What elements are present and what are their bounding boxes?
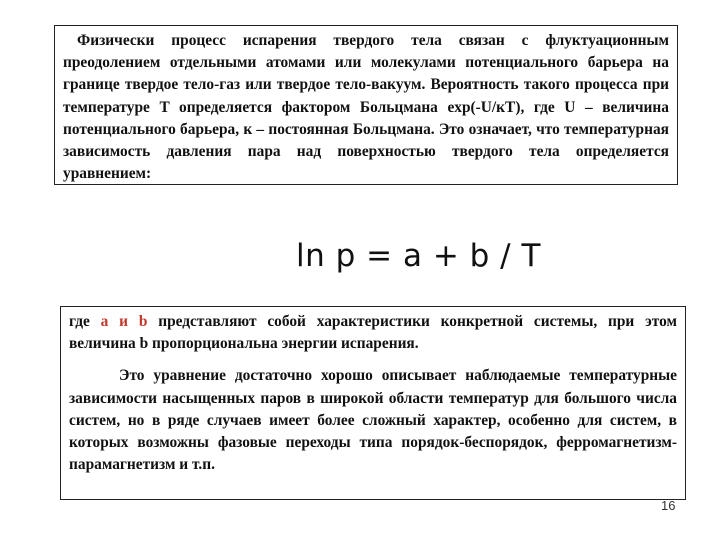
variables-and-text: и [108, 313, 139, 330]
vapor-pressure-formula: ln p = a + b / T [296, 238, 541, 274]
variables-paragraph [69, 311, 677, 355]
intro-text-box [54, 25, 678, 185]
explanation-text-box [60, 306, 686, 500]
variables-intro-text: где [69, 313, 101, 330]
variables-rest-text: представляют собой характеристики конкретной системы, при этом величина b пропорциональна энергии испарения. [69, 313, 677, 353]
variable-b: b [138, 313, 148, 330]
equation-applicability-paragraph: Это уравнение достаточно хорошо описывает наблюдаемые температурные зависимости насыщенных паров в широкой области температур для большого числа систем, но в ряде случаев имеет более сложный характер, особенно для систем, в которых возможны фазовые переходы типа порядок-беспорядок, ферромагнетизм-парамагнетизм и т.п. [69, 367, 677, 474]
page-number: 16 [661, 498, 676, 513]
variable-a: a [100, 313, 109, 330]
intro-paragraph: Физически процесс испарения твердого тела связан с флуктуационным преодолением отдельными атомами или молекулами потенциального барьера на границе твердое тело-газ или твердое тело-вакуум. Вероятность такого процесса при температуре T определяется фактором Больцмана exp(-U/кT), где U – величина потенциального барьера, к – постоянная Больцмана. Это означает, что температурная зависимость давления пара над поверхностью твердого тела определяется уравнением: [63, 32, 669, 183]
